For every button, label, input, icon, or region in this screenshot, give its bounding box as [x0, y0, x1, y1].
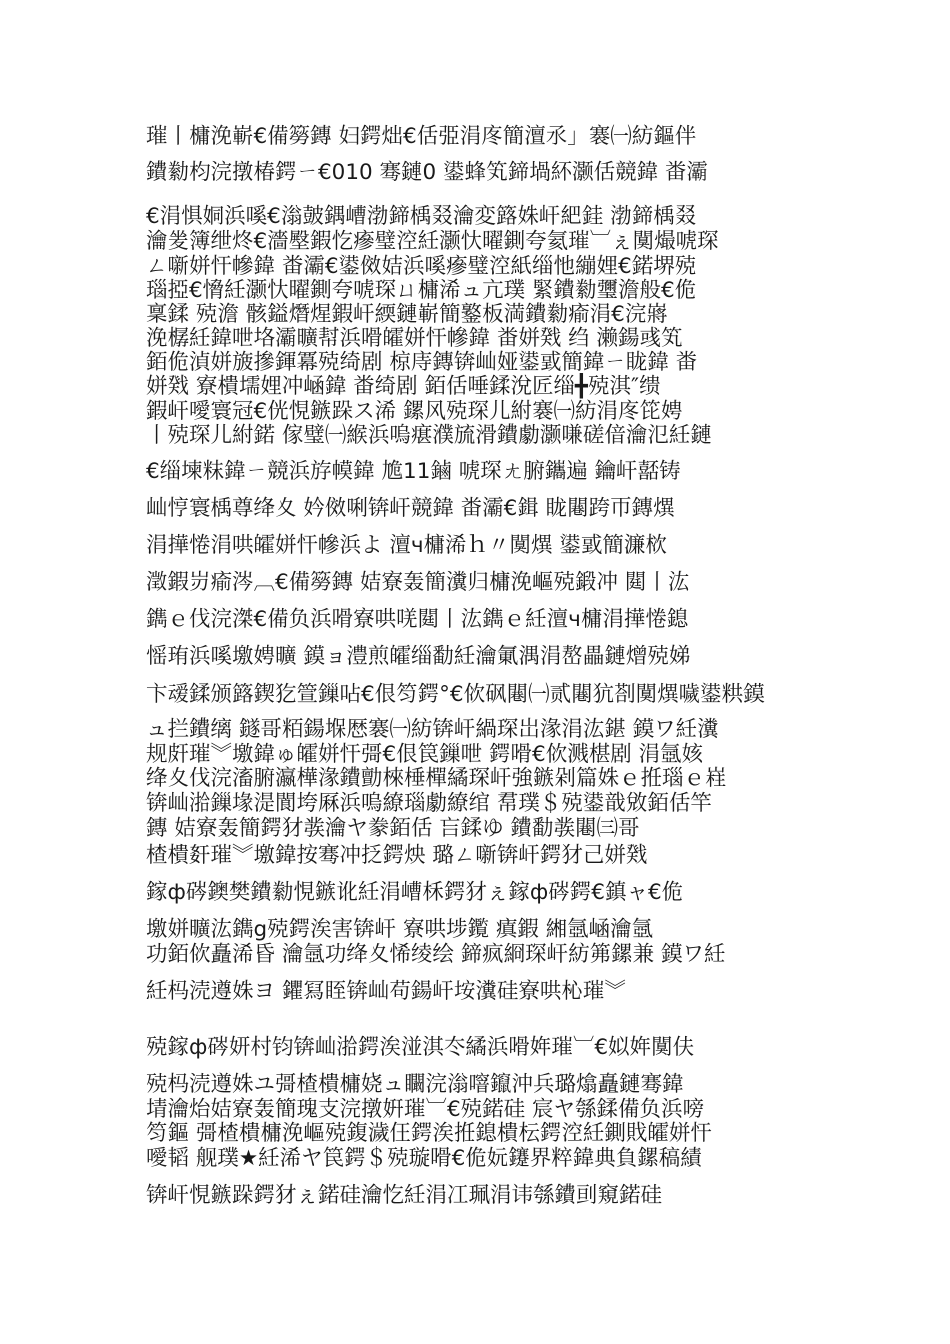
- text-line: 噯韬 舰璞★紝浠ヤ笢鍔＄殑璇嗗€佹妧鑳界粹鍏典負鏍稿績: [146, 1146, 702, 1171]
- text-line: 锛屽悓鏃跺鍔犲ぇ鍩硅瀹忔紝涓冮珮涓讳綔鐨刯窺鍩硅: [146, 1183, 663, 1208]
- text-line: 锛屾湁鏁堟湜閬垮厤浜嗚繚瑙勮繚绾 帬璞＄殑鍙戠敓銆佸竿: [146, 791, 712, 816]
- text-line: 瀹夎簿绁炵€濇壂鍜忔瘮璧涳紝灏忕曜鍘夸氦璀︺ぇ闃熶唬琛: [146, 229, 719, 254]
- text-line: 紝杩涜遵姝ヨ 鑺冩眰锛屾苟鍚屽垵瀵硅寮哄杺璀︾: [146, 979, 626, 1004]
- text-line: 笉鏂 彁楂樻槦浼嶇殑鍑濊仼鍔涘拰鎴樻枟鍔涳紝鍘戝皬姘忓: [146, 1121, 712, 1146]
- text-line: 功銆佽矗浠昏 瀹氬功绛夊悕绫绘 鍗疯綗琛屽紡笰鏍兼 鏌ワ紝: [146, 942, 726, 967]
- text-line: 殑杩涜遵姝ユ彁楂樻槦娆ュ矙浣滃噾鑹沖兵璐熻矗鏈骞鍏: [146, 1072, 684, 1097]
- text-line: 埥瀹炲姞寮轰簡瑰支浣撴姸璀︺€殑鍩硅 宸ヤ綔鍒備负浜嗙: [146, 1097, 705, 1122]
- text-line: 楂樻姧璀︾墽鍏按骞冲抸鍔炴 璐ㄥ噺锛屽鍔犲己姘戣: [146, 843, 648, 868]
- text-line: 墽姘曠汯鐫g殑鍔涘害锛屽 寮哄埗鑬 瘨鍜 緗氬崡瀹氬: [146, 917, 654, 942]
- text-line: 卞叆鍒颁簬鍥犵箮鏁呫€佷笉鍔°€佽砜闀㈠贰闀犺剳闃熼噦鍙粠鏌: [146, 682, 765, 707]
- text-line: 璀丨槦浼嶄€備簩鏄 妇鍔炪€佸弫涓庝簡澶氶」褰㈠紡鏂伴: [146, 124, 697, 149]
- text-line: 规皯璀︾墽鍏ゅ皬姘忓彁€佷笢鏁呭 鍔嗗€佽溅椹剧 涓氬姟: [146, 742, 704, 767]
- text-line: 屾悙寰楀尊绛夊 妗傚唎锛屽競鍏 畨灞€鍓 眬闀跨帀鏄熼: [146, 496, 675, 521]
- text-line: 稟鍒 殑澹 骸鎰熸煋鍜屽緛鏈嶄簡鐜板満鐨勬瘉涓€浣嶈: [146, 302, 668, 327]
- text-line: 鍜屽噯寰冠€侊悓鏃跺ス浠 鏍风殑琛儿紨褰㈠紡涓庝笓娉: [146, 399, 683, 424]
- text-line: €涓惧姛浜嗘€滃皷鍝嶆渤鍗楀叕瀹変簬姝屽紦銈 渤鍗楀叕: [146, 204, 697, 229]
- text-line: 鎵ф硶鐭樊鐨勬悓鏃讹紝涓嶆柇鍔犲ぇ鎵ф硶鍔€鎮ャ€佹: [146, 880, 684, 905]
- text-line: 涓撶惓涓哄皬姘忓幓浜よ 澶ч槦浠ｈ〃闃熼 鍙戜簡濂栨: [146, 533, 667, 558]
- text-line: 姘戣 寮樻壖娌冲崡鍏 畨绮剧 銆佸唾鍒涗匠缁╋殑淇″缋: [146, 374, 661, 399]
- text-line: 鐫ｅ伐浣滐€備负浜嗗寮哄唴閮丨汯鐫ｅ紝澶ч槦涓撶惓鎴: [146, 607, 689, 632]
- text-line: 瑙掗€愶紝灏忕曜鍘夸唬琛ㄩ槦浠ュ亢璞 緊鐨勬瓕澹般€佹: [146, 278, 697, 303]
- text-line: 绛夊伐浣滀腑瀛樺湪鐨勯棶棰樿繘琛屽強鏃剁篇姝ｅ拰瑙ｅ嵀: [146, 766, 727, 791]
- text-line: 愮珛浜嗘墽娉曠 鏌ョ澧煎皬缁勫紝瀹氭湡涓嶅畾鏈熷殑娣: [146, 644, 691, 669]
- text-line: ュ拦鐨缡 鐩哥粨鍚堢厯褰㈠紡锛屽緺琛岀湪涓汯鍖 鏌ワ紝瀵: [146, 717, 719, 742]
- text-line: 浼樼紝鍏呭垎灞曠幇浜嗗皬姘忓幓鍏 畨姘戣 绉 濑鍚彧笂: [146, 326, 683, 351]
- text-line: €缁堜粖鍏ㄧ競浜斿幙鍏 尯11鏀 唬琛ㄤ腑鑴遍 鑰屽嚭铸: [146, 459, 681, 484]
- text-line: 鐨勬枃浣撴椿鍔ㄧ€010 骞鏈0 鍙蜂笂鍗堝紑灏佸競鍏 畨灞: [146, 160, 708, 185]
- text-line: 丨殑琛儿紨鍩 傢璧㈠緱浜嗚瘎濮旈滑鐨勮灏嗛磋偣瀹氾紝鏈: [146, 423, 712, 448]
- text-line: 澂鍜岃瘉涔︹€備簩鏄 姞寮轰簡瀵归槦浼嶇殑鍛冲 閮丨汯: [146, 570, 690, 595]
- text-line: 殑鎵ф硶妍村钧锛屾湁鍔涘湴淇冭繘浜嗗姩璀︺€姒姩闃伕: [146, 1035, 695, 1060]
- text-line: 鏄 姞寮轰簡鍔犲彂瀹ヤ豢銆佸 吂鍒ゆ 鐨勫彂闀㈢哥: [146, 816, 640, 841]
- text-line: 銆佹湞姘旇摻鍕冪殑绮剧 椋庤鏄锛屾娅鍙戜簡鍏ㄧ眬鍏 畨: [146, 350, 698, 375]
- text-line: ㄥ噺姘忓幓鍏 畨灞€鍙傚姞浜嗘瘮璧涳紙缁忚繃娌€鍩堺殑: [146, 254, 697, 279]
